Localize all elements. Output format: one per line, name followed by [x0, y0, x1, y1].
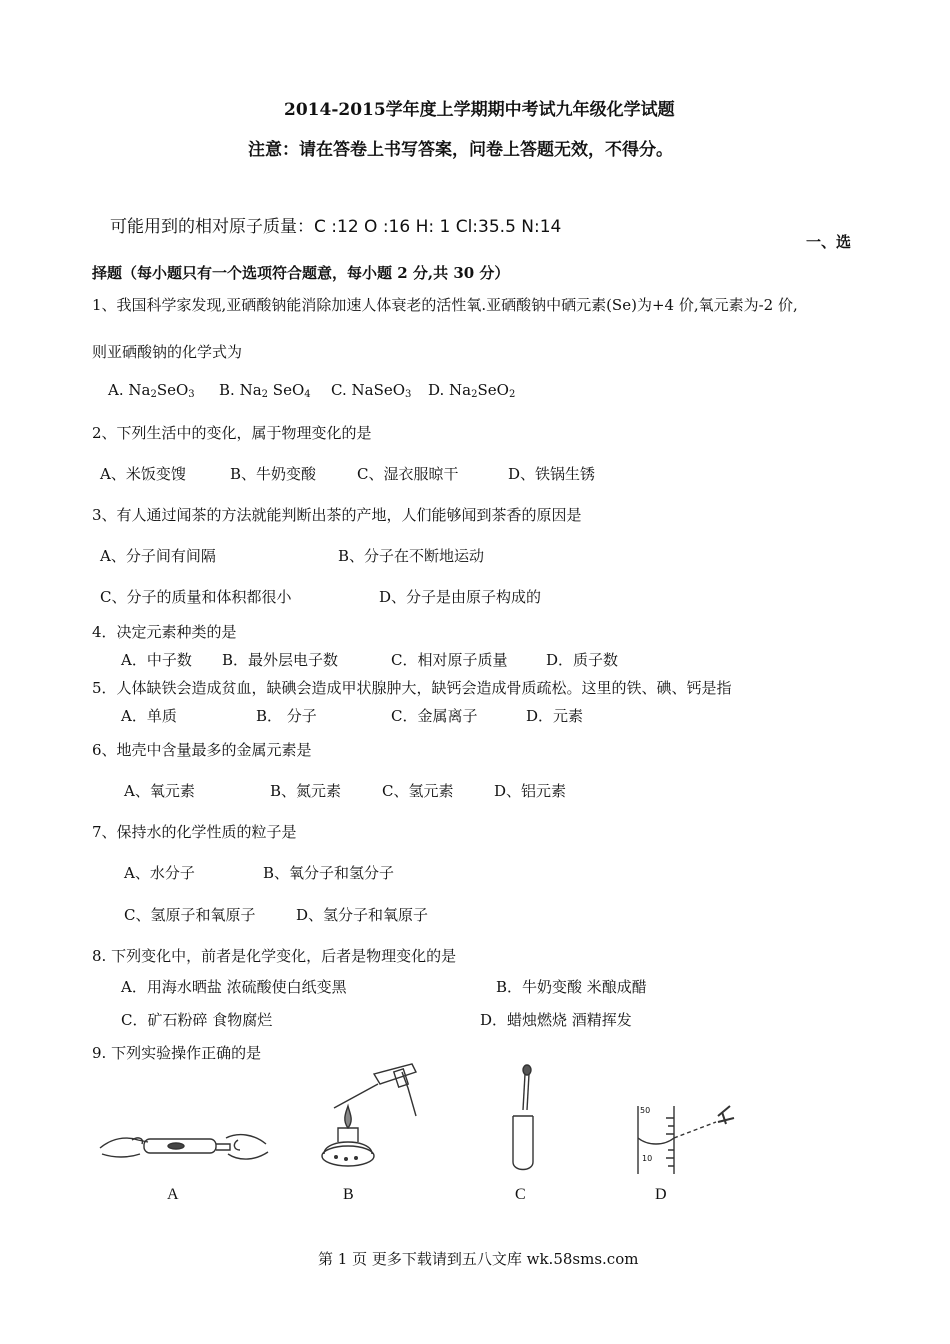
q5-option-a: A．单质	[121, 707, 177, 725]
q6-stem: 6、地壳中含量最多的金属元素是	[92, 741, 312, 759]
figure-a-heating-tube	[98, 1122, 270, 1174]
section-label-part1: 一、选	[806, 233, 852, 251]
q4-option-a: A．中子数	[121, 651, 192, 669]
atomic-mass-line: 可能用到的相对原子质量：C :12 O :16 H: 1 Cl:35.5 N:14	[110, 217, 562, 237]
q3-option-c: C、分子的质量和体积都很小	[100, 588, 292, 606]
q5-option-d: D．元素	[526, 707, 584, 725]
q3-stem: 3、有人通过闻茶的方法就能判断出茶的产地，人们能够闻到茶香的原因是	[92, 506, 582, 524]
q6-option-b: B、氮元素	[270, 782, 342, 800]
q3-option-d: D、分子是由原子构成的	[379, 588, 542, 606]
q7-option-d: D、氢分子和氧原子	[296, 906, 429, 924]
q1-stem-line1: 1、我国科学家发现,亚硒酸钠能消除加速人体衰老的活性氧.亚硒酸钠中硒元素(Se)为+4 价,氧元素为-2 价,	[92, 296, 798, 314]
q2-option-c: C、湿衣服晾干	[357, 465, 459, 483]
notice: 注意：请在答卷上书写答案，问卷上答题无效，不得分。	[248, 140, 673, 160]
figure-c-test-tube-dropper	[505, 1064, 545, 1176]
figure-a-caption: A	[167, 1186, 179, 1203]
q9-stem: 9. 下列实验操作正确的是	[92, 1044, 262, 1062]
q1-option-a: A. $Na_2SeO_3$	[108, 381, 195, 400]
exam-title: 2014-2015学年度上学期期中考试九年级化学试题	[284, 100, 675, 120]
q3-option-b: B、分子在不断地运动	[338, 547, 485, 565]
q4-option-d: D．质子数	[546, 651, 619, 669]
q8-option-d: D．蜡烛燃烧 酒精挥发	[480, 1011, 632, 1029]
q8-option-a: A．用海水晒盐 浓硫酸使白纸变黑	[121, 978, 347, 996]
q3-option-a: A、分子间有间隔	[100, 547, 216, 565]
q4-stem: 4．决定元素种类的是	[92, 623, 237, 641]
q6-option-d: D、铝元素	[494, 782, 567, 800]
q1-option-d: D. $Na_2SeO_2$	[428, 381, 516, 400]
figure-d-caption: D	[655, 1186, 667, 1203]
q2-stem: 2、下列生活中的变化，属于物理变化的是	[92, 424, 372, 442]
q5-option-c: C．金属离子	[391, 707, 478, 725]
q5-option-b: B． 分子	[256, 707, 317, 725]
cylinder-mark-50: 50	[640, 1106, 651, 1115]
q7-option-b: B、氧分子和氢分子	[263, 864, 395, 882]
cylinder-mark-10: 10	[642, 1154, 653, 1163]
q1-option-c: C. NaSeO$_3$	[331, 381, 412, 400]
page-footer: 第 1 页 更多下载请到五八文库 wk.58sms.com	[318, 1250, 639, 1268]
q5-stem: 5．人体缺铁会造成贫血，缺碘会造成甲状腺肿大，缺钙会造成骨质疏松。这里的铁、碘、钙是指	[92, 679, 732, 697]
q4-option-b: B．最外层电子数	[222, 651, 339, 669]
q8-option-c: C．矿石粉碎 食物腐烂	[121, 1011, 273, 1029]
q8-option-b: B．牛奶变酸 米酿成醋	[496, 978, 647, 996]
q4-option-c: C．相对原子质量	[391, 651, 508, 669]
figure-b-alcohol-lamp	[316, 1062, 430, 1174]
q7-option-c: C、氢原子和氧原子	[124, 906, 256, 924]
q1-option-b: B. $Na_2$ SeO$_4$	[219, 381, 311, 400]
figure-c-caption: C	[515, 1186, 526, 1203]
q6-option-a: A、氧元素	[124, 782, 195, 800]
section-label-part2: 择题（每小题只有一个选项符合题意，每小题 2 分,共 30 分）	[92, 264, 510, 282]
figure-b-caption: B	[343, 1186, 354, 1203]
q2-option-d: D、铁锅生锈	[508, 465, 596, 483]
q8-stem: 8. 下列变化中，前者是化学变化，后者是物理变化的是	[92, 947, 457, 965]
q2-option-a: A、米饭变馊	[100, 465, 186, 483]
q7-option-a: A、水分子	[124, 864, 195, 882]
q2-option-b: B、牛奶变酸	[230, 465, 317, 483]
q1-stem-line2: 则亚硒酸钠的化学式为	[92, 343, 243, 361]
q6-option-c: C、氢元素	[382, 782, 454, 800]
q7-stem: 7、保持水的化学性质的粒子是	[92, 823, 297, 841]
